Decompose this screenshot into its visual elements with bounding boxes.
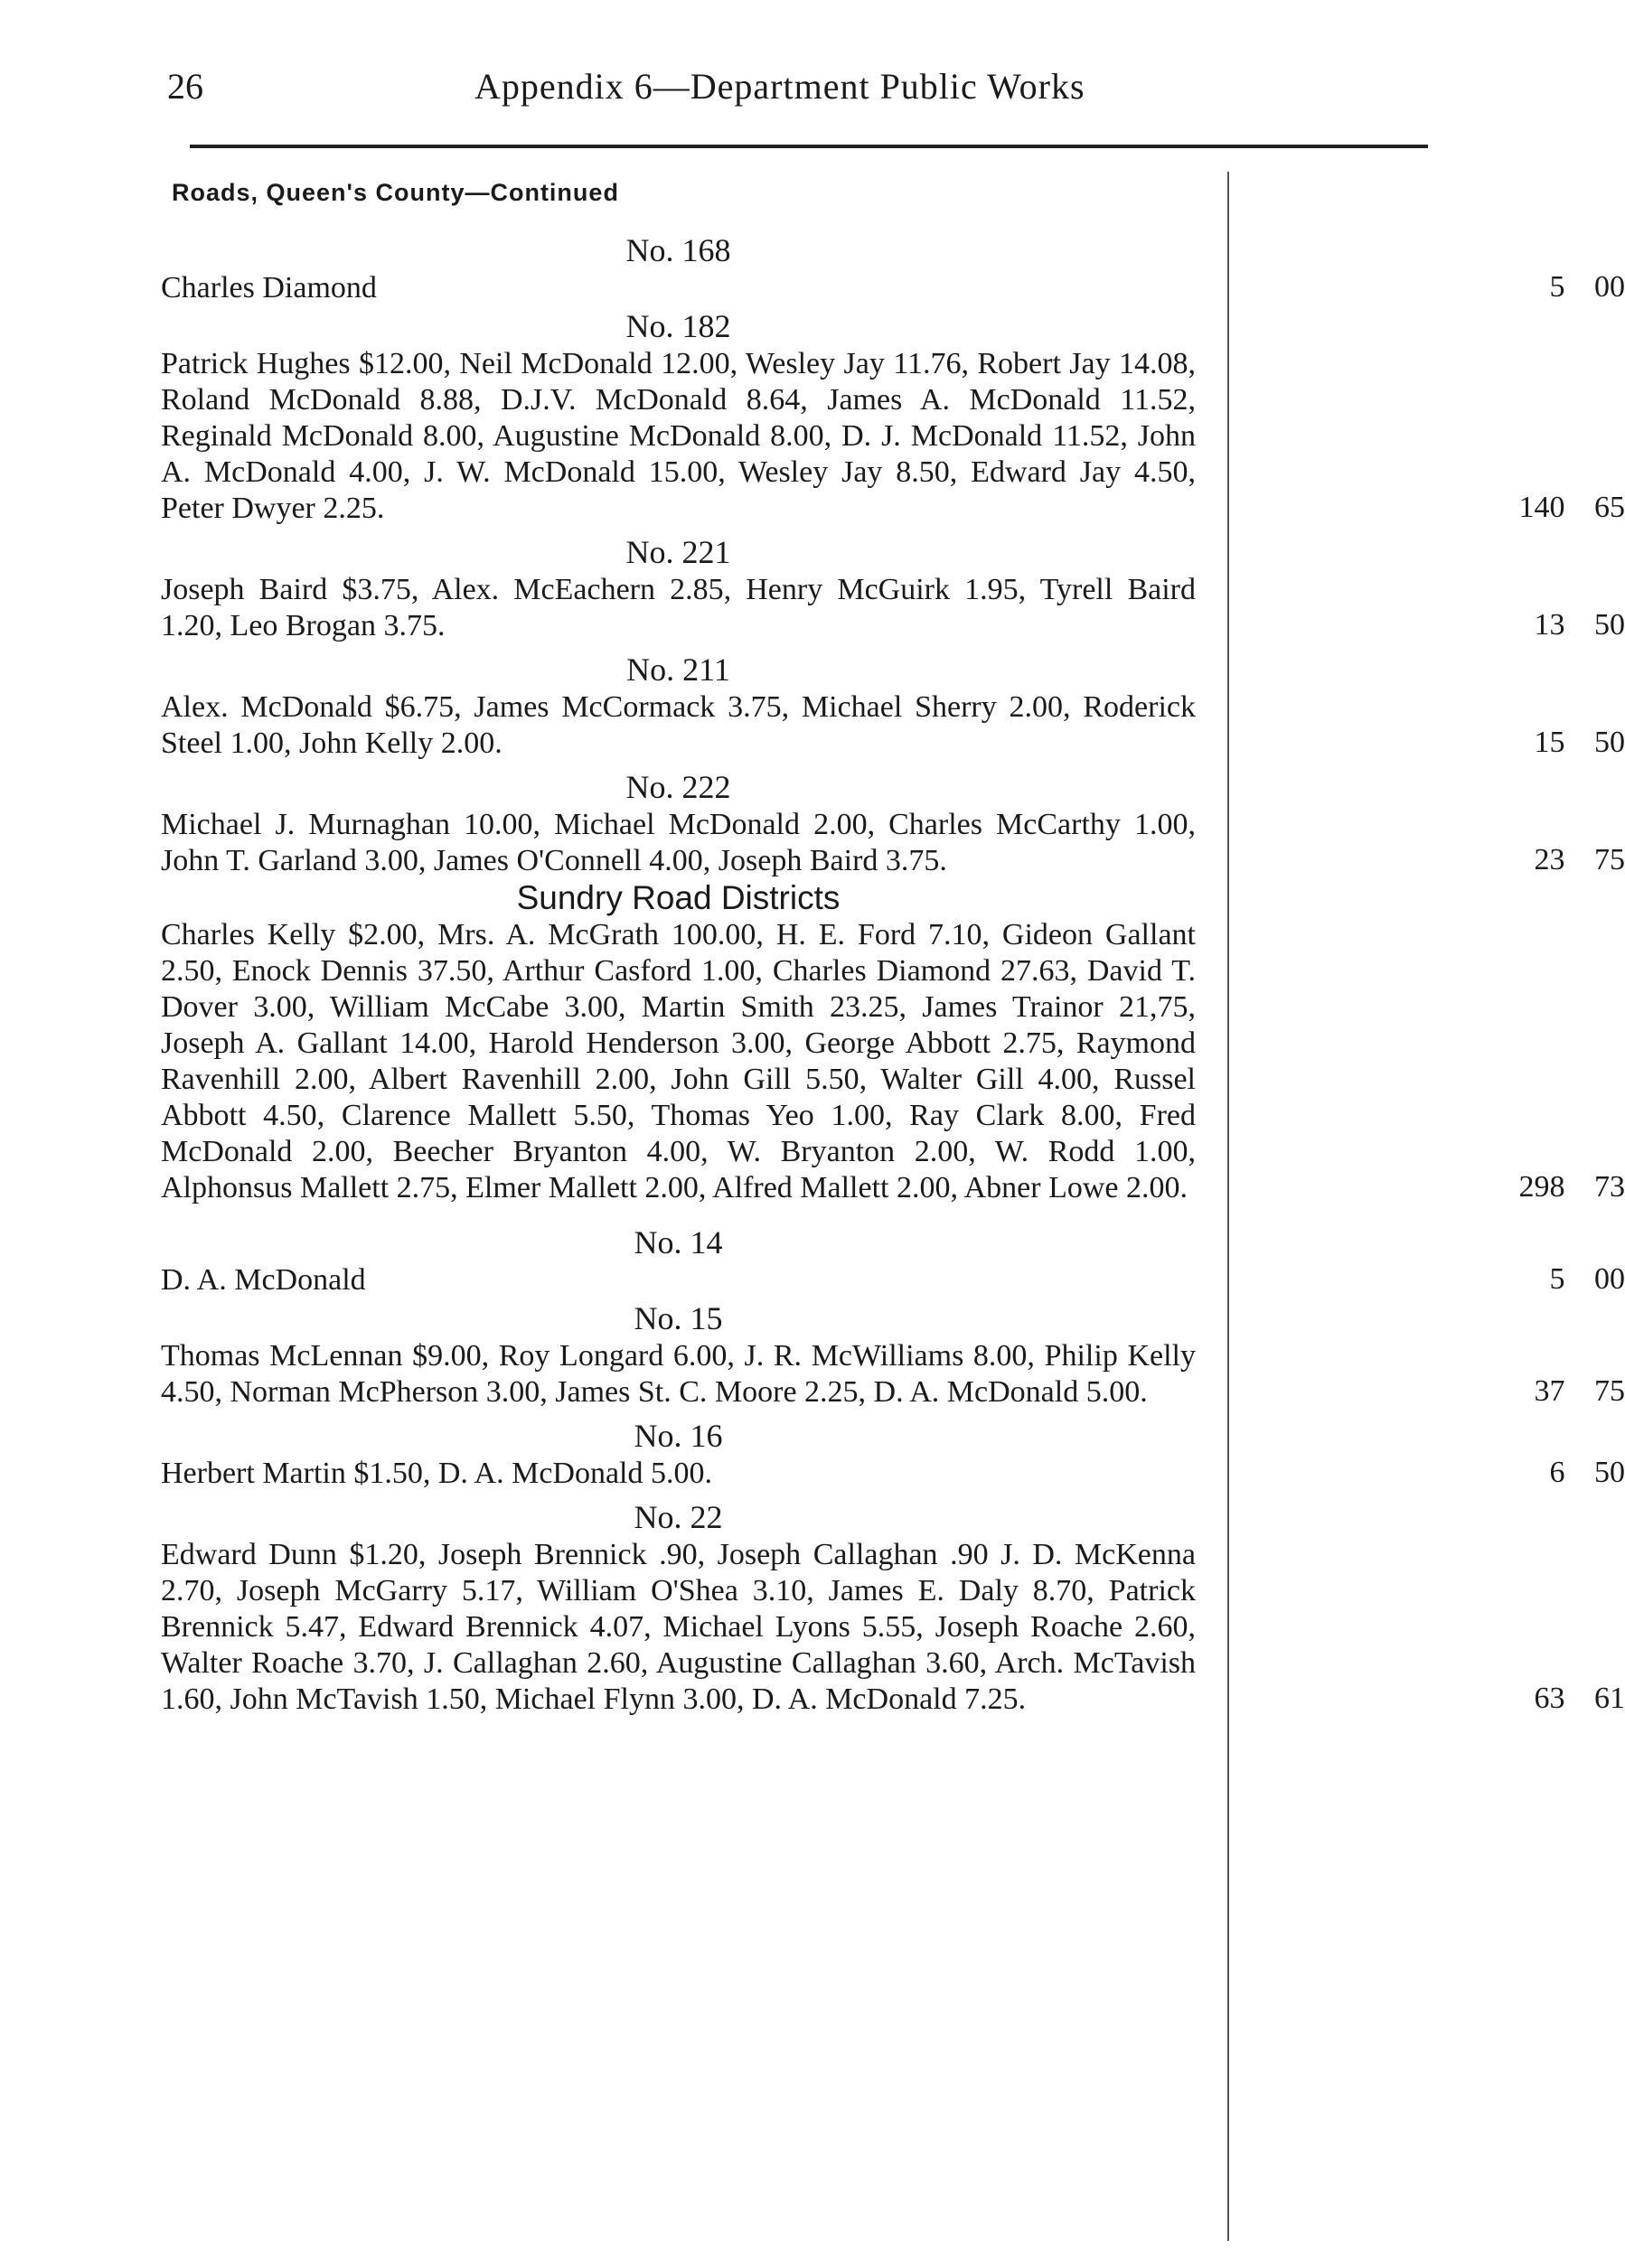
amount-cents: 65 [1594, 491, 1625, 524]
amount-dollars: 5 [1549, 1262, 1565, 1296]
entry-heading: No. 182 [625, 308, 731, 344]
entry-no-211 [161, 650, 1625, 762]
entry-no-221 [161, 532, 1625, 644]
entry-no-182 [161, 306, 1625, 527]
entry-heading: No. 211 [626, 651, 730, 688]
entry-text: D. A. McDonald [161, 1263, 366, 1297]
entry-text: Patrick Hughes $12.00, Neil McDonald 12.00, Wesley Jay 11.76, Robert Jay 14.08, Roland McDonald 8.88, D.J.V. McDonald 8.64, James A. McDonald 11.52, Reginald McDonald 8.00, Augustine McDonald 8.00, D. J. McDonald 11.52, John A. McDonald 4.00, J. W. McDonald 15.00, Wesley Jay 8.50, Edward Jay 4.50, Peter Dwyer 2.25. [161, 347, 1196, 525]
amount-cents: 50 [1594, 726, 1625, 759]
entry-no-16 [161, 1416, 1625, 1492]
entry-amount [1453, 1170, 1625, 1204]
entry-heading: Sundry Road Districts [516, 879, 841, 916]
page-header [167, 65, 1432, 119]
section-subheading: Roads, Queen's County—Continued [172, 179, 619, 206]
entry-heading: No. 14 [634, 1224, 723, 1261]
entry-heading: No. 16 [634, 1418, 723, 1454]
entry-amount [1453, 1456, 1625, 1490]
entry-amount [1453, 1374, 1625, 1409]
page-number: 26 [167, 66, 203, 107]
amount-cents: 00 [1594, 1262, 1625, 1296]
column-divider [1227, 172, 1229, 2241]
amount-dollars: 140 [1518, 491, 1565, 524]
entry-amount [1453, 843, 1625, 877]
amount-cents: 75 [1594, 1374, 1625, 1408]
entry-sundry-road-districts [161, 879, 1625, 1206]
amount-dollars: 6 [1549, 1456, 1565, 1489]
entry-text: Charles Kelly $2.00, Mrs. A. McGrath 100.00, H. E. Ford 7.10, Gideon Gallant 2.50, Enock Dennis 37.50, Arthur Casford 1.00, Charles Diamond 27.63, David T. Dover 3.00, William McCabe 3.00, Martin Smith 23.25, James Trainor 21,75, Joseph A. Gallant 14.00, Harold Henderson 3.00, George Abbott 2.75, Raymond Ravenhill 2.00, Albert Ravenhill 2.00, John Gill 5.50, Walter Gill 4.00, Russel Abbott 4.50, Clarence Mallett 5.50, Thomas Yeo 1.00, Ray Clark 8.00, Fred McDonald 2.00, Beecher Bryanton 4.00, W. Bryanton 2.00, W. Rodd 1.00, Alphonsus Mallett 2.75, Elmer Mallett 2.00, Alfred Mallett 2.00, Abner Lowe 2.00. [161, 918, 1196, 1204]
entry-amount [1453, 726, 1625, 760]
entry-amount [1453, 1682, 1625, 1716]
entry-text: Edward Dunn $1.20, Joseph Brennick .90, Joseph Callaghan .90 J. D. McKenna 2.70, Joseph McGarry 5.17, William O'Shea 3.10, James E. Daly 8.70, Patrick Brennick 5.47, Edward Brennick 4.07, Michael Lyons 5.55, Joseph Roache 2.60, Walter Roache 3.70, J. Callaghan 2.60, Augustine Callaghan 3.60, Arch. McTavish 1.60, John McTavish 1.50, Michael Flynn 3.00, D. A. McDonald 7.25. [161, 1538, 1196, 1716]
entry-amount [1453, 608, 1625, 642]
entry-text: Joseph Baird $3.75, Alex. McEachern 2.85, Henry McGuirk 1.95, Tyrell Baird 1.20, Leo Brogan 3.75. [161, 573, 1196, 642]
amount-dollars: 15 [1534, 726, 1565, 759]
entry-no-22 [161, 1497, 1625, 1718]
entries-column [161, 230, 1625, 1718]
entry-heading: No. 222 [625, 769, 731, 805]
amount-dollars: 63 [1534, 1682, 1565, 1715]
entry-text: Thomas McLennan $9.00, Roy Longard 6.00, J. R. McWilliams 8.00, Philip Kelly 4.50, Norman McPherson 3.00, James St. C. Moore 2.25, D. A. McDonald 5.00. [161, 1339, 1196, 1409]
entry-text: Alex. McDonald $6.75, James McCormack 3.75, Michael Sherry 2.00, Roderick Steel 1.00, John Kelly 2.00. [161, 690, 1196, 760]
amount-dollars: 13 [1534, 608, 1565, 642]
amount-dollars: 5 [1549, 270, 1565, 304]
amount-cents: 50 [1594, 608, 1625, 642]
amount-cents: 75 [1594, 843, 1625, 876]
header-rule [190, 145, 1428, 148]
entry-heading: No. 168 [625, 232, 731, 268]
entry-text: Herbert Martin $1.50, D. A. McDonald 5.00. [161, 1457, 713, 1490]
amount-dollars: 298 [1518, 1170, 1565, 1204]
entry-text: Charles Diamond [161, 271, 377, 305]
amount-cents: 50 [1594, 1456, 1625, 1489]
entry-heading: No. 15 [634, 1300, 723, 1336]
amount-dollars: 23 [1534, 843, 1565, 876]
amount-cents: 00 [1594, 270, 1625, 304]
entry-text: Michael J. Murnaghan 10.00, Michael McDonald 2.00, Charles McCarthy 1.00, John T. Garland 3.00, James O'Connell 4.00, Joseph Baird 3.75. [161, 808, 1196, 877]
entry-amount [1453, 491, 1625, 525]
amount-cents: 61 [1594, 1682, 1625, 1715]
entry-no-168 [161, 230, 1625, 306]
entry-no-14 [161, 1223, 1625, 1298]
entry-heading: No. 22 [634, 1499, 723, 1535]
entry-amount [1453, 270, 1625, 305]
entry-amount [1453, 1262, 1625, 1297]
entry-no-15 [161, 1298, 1625, 1410]
entry-no-222 [161, 767, 1625, 879]
amount-cents: 73 [1594, 1170, 1625, 1204]
running-title: Appendix 6—Department Public Works [474, 66, 1085, 107]
amount-dollars: 37 [1534, 1374, 1565, 1408]
entry-heading: No. 221 [625, 534, 731, 570]
